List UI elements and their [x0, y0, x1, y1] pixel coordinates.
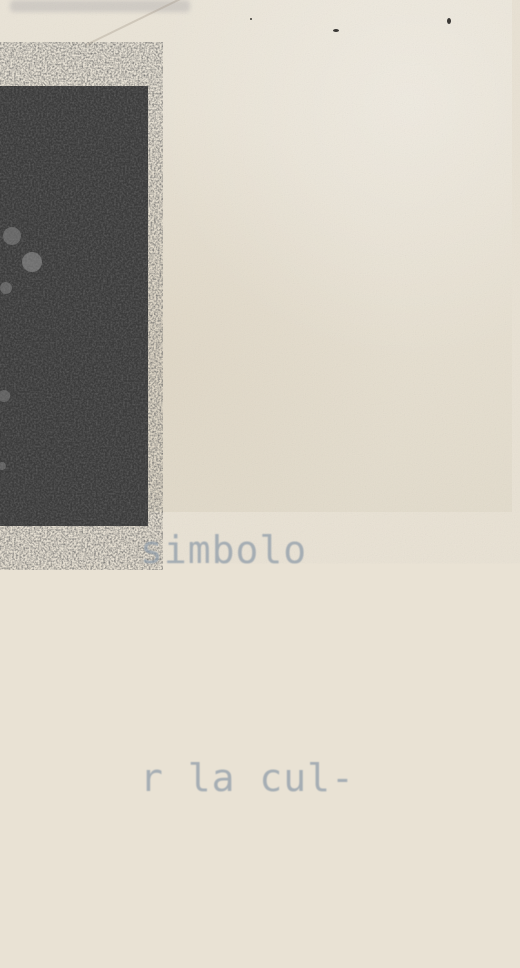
typed-line-1: simbolo — [140, 528, 308, 572]
printed-photograph — [0, 86, 148, 526]
dust-speck — [333, 29, 339, 32]
typed-text-block — [140, 360, 520, 968]
dust-speck — [447, 18, 451, 24]
typed-line-2: r la cul- — [140, 756, 355, 800]
dust-speck — [250, 18, 252, 20]
photo-halftone — [0, 86, 148, 526]
